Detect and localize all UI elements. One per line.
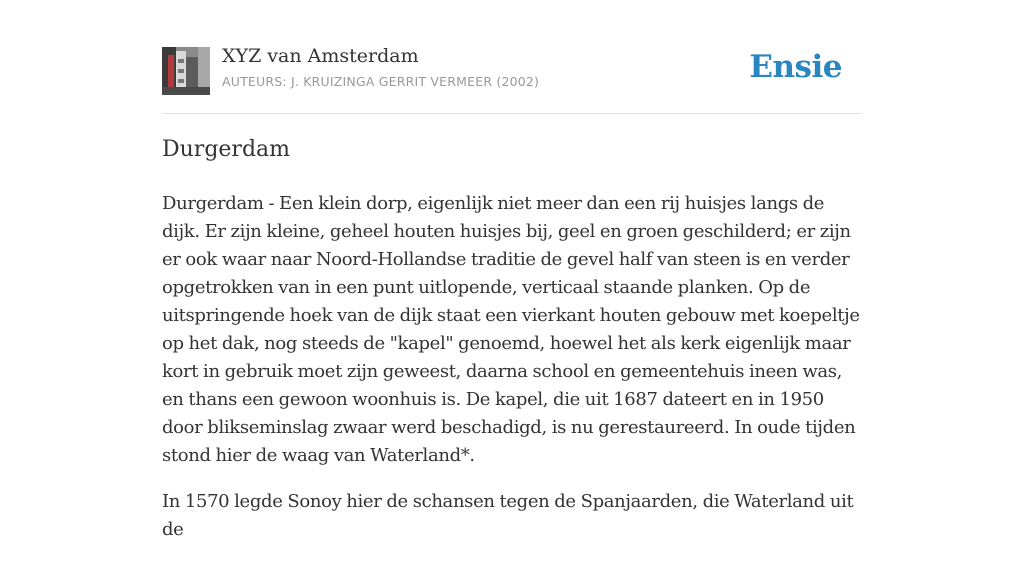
book-title[interactable]: XYZ van Amsterdam bbox=[222, 45, 419, 67]
entry-body bbox=[162, 190, 862, 562]
entry-title: Durgerdam bbox=[162, 137, 291, 162]
book-header bbox=[162, 0, 862, 114]
book-authors: AUTEURS: J. KRUIZINGA GERRIT VERMEER (2002) bbox=[222, 74, 540, 89]
book-cover-icon bbox=[162, 47, 210, 95]
entry-paragraph: In 1570 legde Sonoy hier de schansen tegen de Spanjaarden, die Waterland uit de bbox=[162, 491, 854, 540]
entry-paragraph: Durgerdam - Een klein dorp, eigenlijk niet meer dan een rij huisjes langs de dijk. Er zijn kleine, geheel houten huisjes bij, geel en groen geschilderd; er zijn er ook waar naar Noord-Hollandse traditie de gevel half van steen is en verder opgetrokken van in een punt uitlopende, verticaal staande planken. Op de uitspringende hoek van de dijk staat een vierkant houten gebouw met koepeltje op het dak, nog steeds de "kapel" genoemd, hoewel het als kerk eigenlijk maar kort in gebruik moet zijn geweest, daarna school en gemeentehuis ineen was, en thans een gewoon woonhuis is. De kapel, die uit 1687 dateert en in 1950 door blikseminslag zwaar werd beschadigd, is nu gerestaureerd. In oude tijden stond hier de waag van Waterland*. bbox=[162, 193, 860, 466]
ensie-logo-link[interactable]: Ensie bbox=[749, 49, 842, 85]
book-cover-avatar[interactable] bbox=[162, 47, 210, 95]
content-container bbox=[162, 0, 862, 540]
